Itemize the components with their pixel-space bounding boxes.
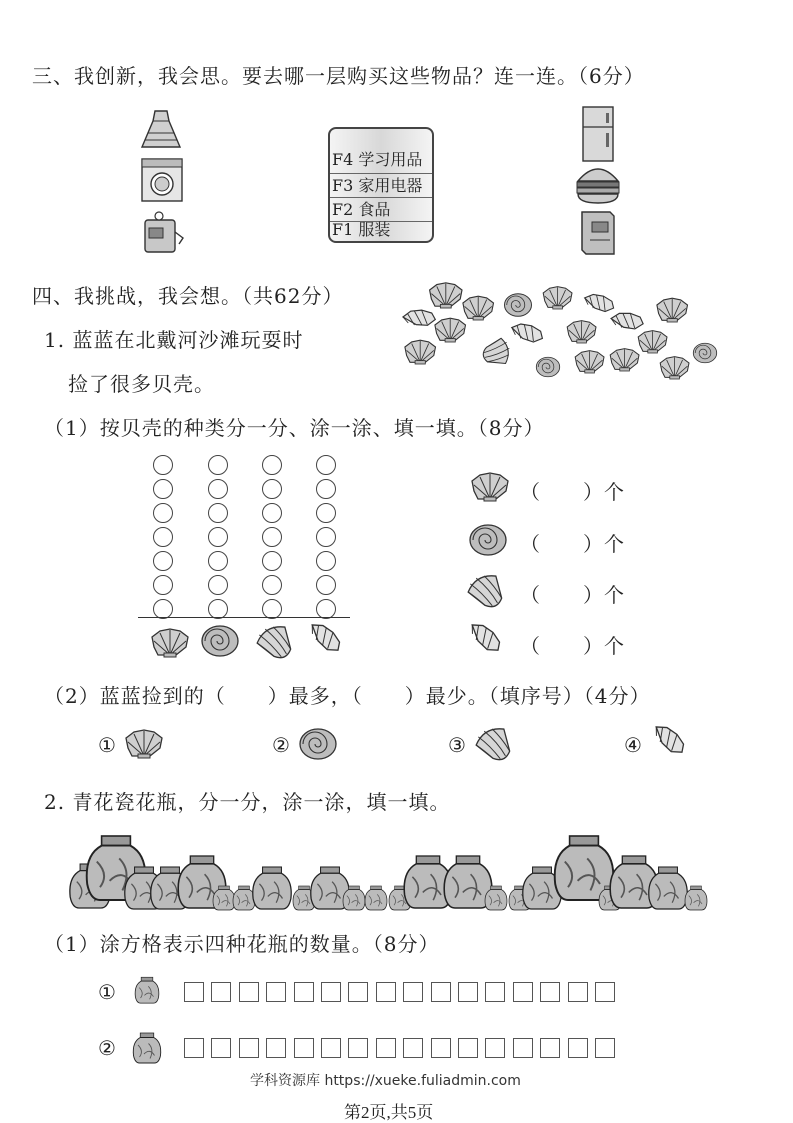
tally-square[interactable] [431, 1038, 451, 1058]
dress-icon[interactable] [138, 107, 184, 153]
tally-square[interactable] [513, 982, 533, 1002]
tally-square[interactable] [513, 1038, 533, 1058]
pencil-sharpener-icon[interactable] [139, 210, 187, 256]
tally-square[interactable] [294, 1038, 314, 1058]
tally-square[interactable] [348, 982, 368, 1002]
tally-square[interactable] [568, 1038, 588, 1058]
tally-circle[interactable] [262, 455, 282, 475]
tally-square[interactable] [239, 1038, 259, 1058]
tally-square[interactable] [239, 982, 259, 1002]
hamburger-icon[interactable] [574, 163, 622, 205]
ridged-shell-count-blank[interactable]: （ ）个 [520, 583, 625, 607]
section3-title: 三、我创新，我会思。要去哪一层购买这些物品？连一连。（6分） [32, 64, 645, 88]
floor-f1-label[interactable]: F1 服装 [332, 220, 391, 239]
grid-baseline [138, 617, 350, 618]
ridged-shell-icon [466, 571, 506, 609]
tally-square[interactable] [211, 982, 231, 1002]
tally-circle[interactable] [208, 503, 228, 523]
page-number: 第2页,共5页 [344, 1103, 434, 1122]
tally-square[interactable] [595, 982, 615, 1002]
tally-circle[interactable] [153, 599, 173, 619]
tally-square[interactable] [266, 1038, 286, 1058]
tally-circle[interactable] [153, 575, 173, 595]
spiral-shell-count-blank[interactable]: （ ）个 [520, 532, 625, 556]
spiral-shell-icon [200, 623, 240, 659]
conch-shell-icon [650, 726, 690, 758]
vase-row-label-1: ① [98, 980, 117, 1004]
tally-square[interactable] [540, 1038, 560, 1058]
tally-square[interactable] [540, 982, 560, 1002]
tally-circle[interactable] [316, 503, 336, 523]
fan-shell-icon [150, 627, 190, 661]
tally-square[interactable] [321, 1038, 341, 1058]
fan-shell-icon [124, 728, 164, 762]
tally-circle[interactable] [262, 503, 282, 523]
floor-f2-label[interactable]: F2 食品 [332, 200, 391, 219]
tally-circle[interactable] [153, 551, 173, 571]
tally-circle[interactable] [208, 455, 228, 475]
tally-circle[interactable] [316, 527, 336, 547]
washing-machine-icon[interactable] [139, 156, 185, 204]
tally-square[interactable] [321, 982, 341, 1002]
tally-circle[interactable] [153, 479, 173, 499]
blue-white-vases-illustration [72, 826, 712, 912]
tally-circle[interactable] [316, 479, 336, 499]
tally-circle[interactable] [153, 503, 173, 523]
small-vase-icon [132, 974, 162, 1008]
tally-square[interactable] [294, 982, 314, 1002]
tally-circle[interactable] [262, 575, 282, 595]
option-label-3: ③ [448, 733, 467, 757]
footer-watermark: 学科资源库 https://xueke.fuliadmin.com [250, 1073, 521, 1089]
tally-square[interactable] [595, 1038, 615, 1058]
q1-line1: 1. 蓝蓝在北戴河沙滩玩耍时 [44, 328, 304, 352]
q1-line2: 捡了很多贝壳。 [68, 372, 215, 396]
fan-shell-count-blank[interactable]: （ ）个 [520, 480, 625, 504]
tally-square[interactable] [485, 1038, 505, 1058]
round-vase-icon [132, 1030, 162, 1066]
scattered-shells-illustration [400, 285, 730, 385]
tally-square[interactable] [568, 982, 588, 1002]
tally-square[interactable] [458, 1038, 478, 1058]
book-icon[interactable] [576, 208, 618, 258]
floor-f3-label[interactable]: F3 家用电器 [332, 176, 423, 195]
refrigerator-icon[interactable] [580, 105, 616, 163]
conch-shell-icon [466, 624, 506, 656]
tally-circle[interactable] [208, 527, 228, 547]
tally-square[interactable] [184, 982, 204, 1002]
section4-title: 四、我挑战，我会想。（共62分） [32, 284, 344, 308]
tally-circle[interactable] [316, 599, 336, 619]
option-label-2: ② [272, 733, 291, 757]
tally-square[interactable] [403, 982, 423, 1002]
spiral-shell-icon [468, 522, 508, 558]
tally-square[interactable] [348, 1038, 368, 1058]
q2-part1: （1）涂方格表示四种花瓶的数量。（8分） [44, 932, 440, 956]
fan-shell-icon [470, 471, 510, 505]
tally-circle[interactable] [262, 479, 282, 499]
tally-circle[interactable] [208, 575, 228, 595]
tally-square[interactable] [431, 982, 451, 1002]
tally-square[interactable] [266, 982, 286, 1002]
tally-circle[interactable] [153, 527, 173, 547]
tally-circle[interactable] [316, 455, 336, 475]
tally-circle[interactable] [208, 551, 228, 571]
floor-directory-sign [328, 127, 434, 243]
tally-square[interactable] [376, 1038, 396, 1058]
tally-square[interactable] [403, 1038, 423, 1058]
spiral-shell-icon [298, 726, 338, 762]
vase-row-label-2: ② [98, 1036, 117, 1060]
tally-circle[interactable] [316, 551, 336, 571]
q2-title: 2. 青花瓷花瓶，分一分，涂一涂，填一填。 [44, 790, 451, 814]
conch-shell-count-blank[interactable]: （ ）个 [520, 634, 625, 658]
option-label-4: ④ [624, 733, 643, 757]
conch-shell-icon [306, 624, 346, 656]
q1-part2[interactable]: （2）蓝蓝捡到的（ ）最多，（ ）最少。（填序号）（4分） [44, 684, 651, 708]
tally-square[interactable] [211, 1038, 231, 1058]
tally-circle[interactable] [262, 551, 282, 571]
option-label-1: ① [98, 733, 117, 757]
floor-f4-label[interactable]: F4 学习用品 [332, 150, 423, 169]
tally-circle[interactable] [262, 599, 282, 619]
tally-circle[interactable] [208, 479, 228, 499]
tally-square[interactable] [184, 1038, 204, 1058]
ridged-shell-icon [474, 724, 514, 762]
q1-part1: （1）按贝壳的种类分一分、涂一涂、填一填。（8分） [44, 416, 545, 440]
tally-square[interactable] [458, 982, 478, 1002]
tally-circle[interactable] [153, 455, 173, 475]
tally-square[interactable] [376, 982, 396, 1002]
tally-circle[interactable] [262, 527, 282, 547]
tally-circle[interactable] [316, 575, 336, 595]
tally-circle[interactable] [208, 599, 228, 619]
tally-square[interactable] [485, 982, 505, 1002]
ridged-shell-icon [255, 622, 295, 660]
